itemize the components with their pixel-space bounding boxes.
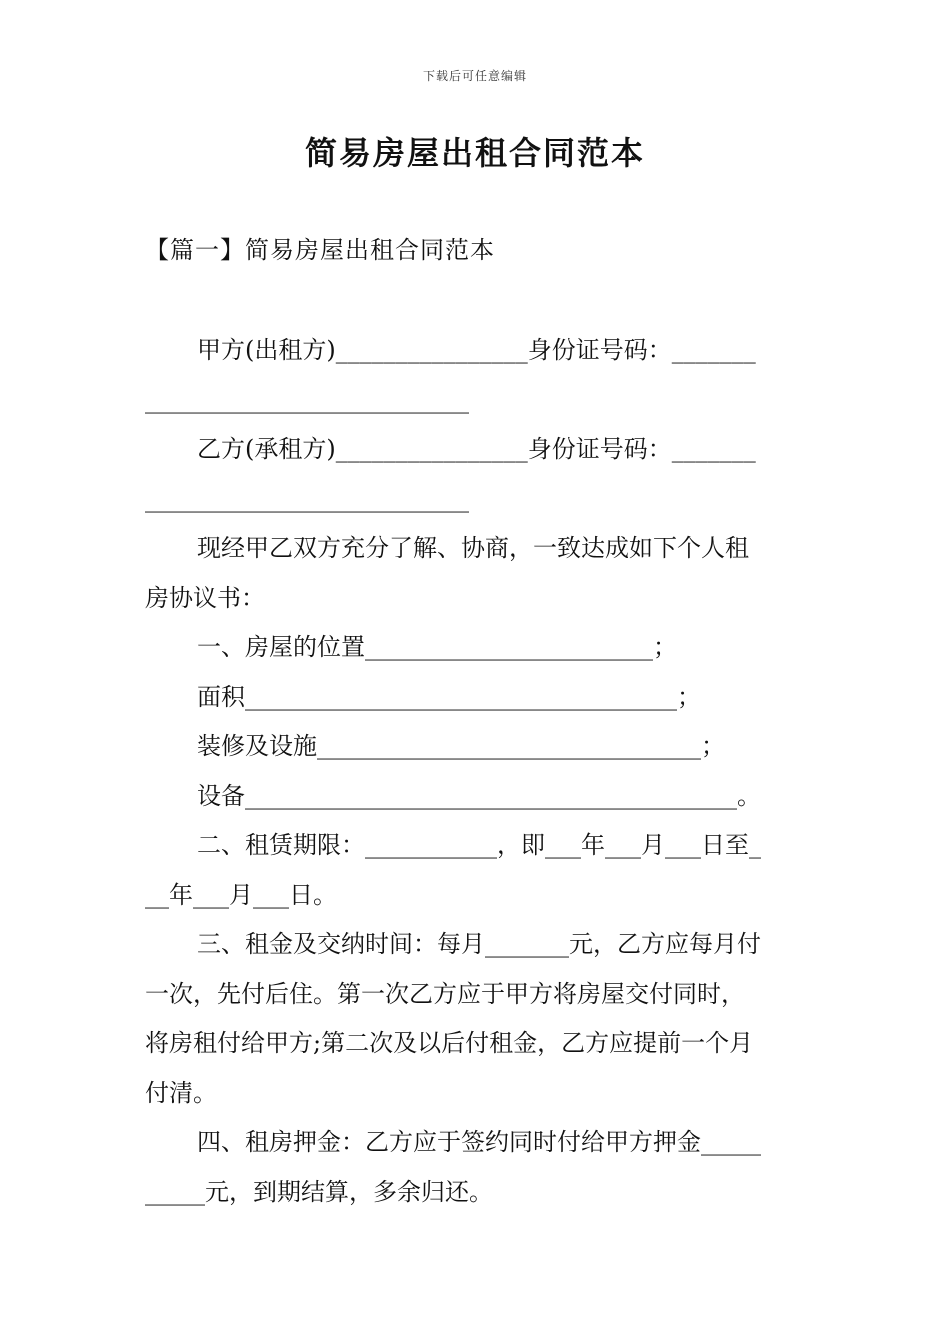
document-title: 简易房屋出租合同范本 [304,134,645,172]
header-note: 下载后可任意编辑 [422,69,527,83]
section-heading: 【篇一】简易房屋出租合同范本 [145,236,495,264]
clause-1-decoration: 装修及设施________________________________； [197,732,725,760]
clause-2-lease-term-cont: __年___月___日。 [145,880,337,909]
party-a-line-cont: ___________________________ [145,385,469,414]
clause-2-lease-term: 二、租赁期限：___________，即___年___月___日至_ [197,831,761,859]
document-body [145,326,807,1217]
clause-4-deposit-cont: _____元，到期结算，多余归还。 [145,1177,493,1206]
party-b-line: 乙方(承租方)________________身份证号码：_______ [197,435,756,463]
clause-3-rent-cont-1: 一次，先付后住。第一次乙方应于甲方将房屋交付同时， [145,979,745,1008]
clause-1-area: 面积____________________________________； [197,682,701,711]
clause-4-deposit: 四、租房押金：乙方应于签约同时付给甲方押金_____ [197,1128,761,1156]
agreement-intro-line: 现经甲乙双方充分了解、协商，一致达成如下个人租 [197,534,749,562]
party-a-line: 甲方(出租方)________________身份证号码：_______ [197,336,756,364]
clause-1-location: 一、房屋的位置________________________； [197,633,677,661]
party-b-line-cont: ___________________________ [145,484,469,513]
clause-3-rent: 三、租金及交纳时间：每月_______元，乙方应每月付 [197,930,761,958]
clause-3-rent-cont-2: 将房租付给甲方;第二次及以后付租金，乙方应提前一个月 [145,1029,754,1057]
agreement-intro-line-cont: 房协议书： [145,583,265,612]
clause-3-rent-cont-3: 付清。 [145,1078,217,1107]
clause-1-equipment: 设备_________________________________________。 [197,781,761,810]
